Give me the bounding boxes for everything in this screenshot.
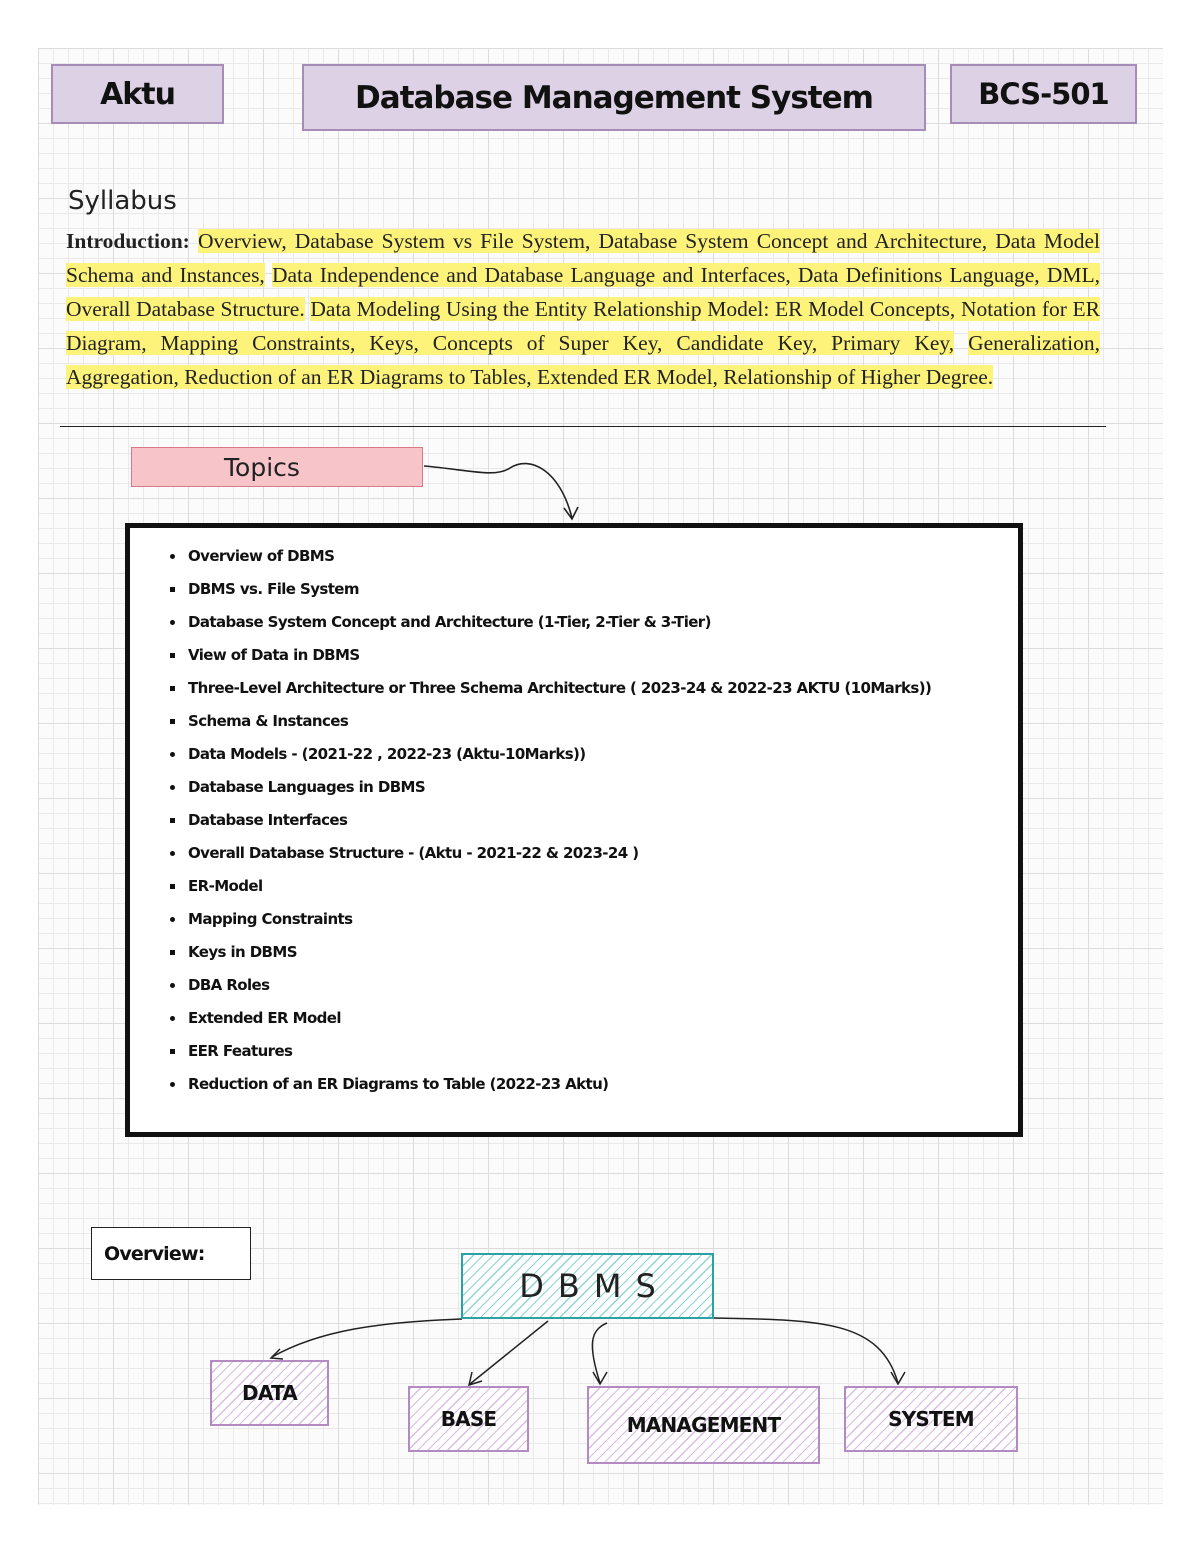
dbms-center-box [461,1253,714,1319]
topic-item: • Data Models - (2021-22 , 2022-23 (Aktu-10Marks)) [186,738,998,771]
header-aktu-label: Aktu [100,76,175,112]
syllabus-part-2: Data Independence and Database Language and Interfaces, Data Definitions Language, DML, Overall Database Structure. [66,263,1100,321]
course-code: BCS-501 [978,77,1109,111]
syllabus-heading: Syllabus [68,186,177,216]
topic-item: ▪ Three-Level Architecture or Three Schema Architecture ( 2023-24 & 2022-23 AKTU (10Marks)) [186,672,998,705]
syllabus-part-4: Generalization, Aggregation, Reduction of an ER Diagrams to Tables, Extended ER Model, Relationship of Higher Degree. [66,331,1100,389]
topic-item: • Database Languages in DBMS [186,771,998,804]
topic-item: • Extended ER Model [186,1002,998,1035]
syllabus-part-3: Data Modeling Using the Entity Relationship Model: ER Model Concepts, Notation for ER Diagram, Mapping Constraints, Keys, Concepts of Super Key, Candidate Key, Primary Key, [66,297,1101,355]
topic-item: ▪ DBMS vs. File System [186,573,998,606]
topic-item: ▪ Schema & Instances [186,705,998,738]
topic-item: ▪ Keys in DBMS [186,936,998,969]
branch-management-box [587,1386,820,1464]
topics-list [164,540,998,1101]
topic-item: ▪ View of Data in DBMS [186,639,998,672]
topic-item: • Reduction of an ER Diagrams to Table (2022-23 Aktu) [186,1068,998,1101]
topics-arrow [424,464,572,518]
topic-item: ▪ Database Interfaces [186,804,998,837]
arrow-to-system [714,1318,898,1383]
branch-data-label: DATA [242,1381,297,1405]
topic-item: ▪ EER Features [186,1035,998,1068]
arrow-to-base [470,1321,548,1384]
topic-item: • Mapping Constraints [186,903,998,936]
arrow-to-data [272,1319,462,1357]
topic-item: ▪ ER-Model [186,870,998,903]
page-title: Database Management System [355,79,873,116]
topic-item: • Overview of DBMS [186,540,998,573]
topics-list-box [125,523,1023,1137]
branch-system-box [844,1386,1018,1452]
branch-data-box [210,1360,329,1426]
overview-label-box [91,1227,251,1280]
branch-system-label: SYSTEM [888,1407,974,1431]
topic-item: • Database System Concept and Architecture (1-Tier, 2-Tier & 3-Tier) [186,606,998,639]
syllabus-intro-label: Introduction: [66,229,190,253]
topics-label: Topics [224,452,300,482]
syllabus-part-1: Overview, Database System vs File System, Database System Concept and Architecture, Data Model Schema and Instances, [66,229,1101,287]
branch-base-box [408,1386,529,1452]
overview-label: Overview: [104,1242,205,1265]
topic-item: • DBA Roles [186,969,998,1002]
dbms-center-label: DBMS [519,1267,670,1305]
branch-base-label: BASE [440,1407,497,1431]
topic-item: • Overall Database Structure - (Aktu - 2021-22 & 2023-24 ) [186,837,998,870]
branch-management-label: MANAGEMENT [626,1413,781,1437]
